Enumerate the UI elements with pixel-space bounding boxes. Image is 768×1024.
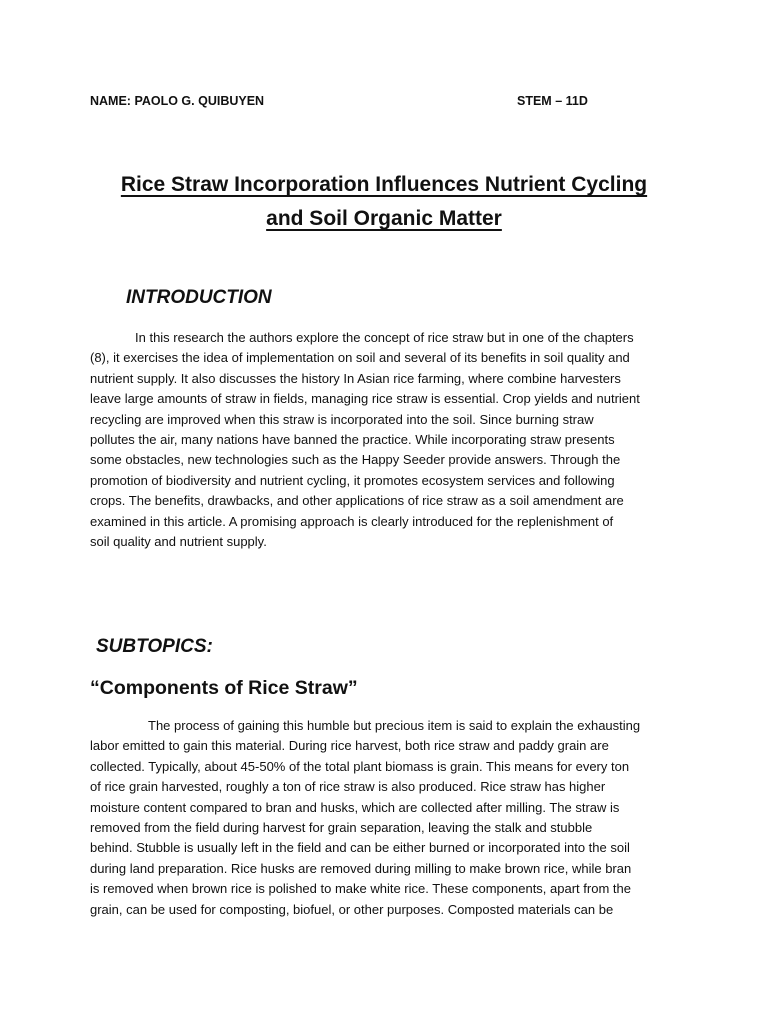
paragraph-line: nutrient supply. It also discusses the history In Asian rice farming, where combine harvesters [90,370,621,386]
paragraph-line: promotion of biodiversity and nutrient cycling, it promotes ecosystem services and following [90,472,615,488]
paragraph-line: The process of gaining this humble but precious item is said to explain the exhausting [148,718,641,733]
paragraph-line: crops. The benefits, drawbacks, and other applications of rice straw as a soil amendment are [90,493,624,509]
paragraph-line: grain, can be used for composting, biofuel, or other purposes. Composted materials can be [90,901,614,917]
student-section: STEM – 11D [517,94,588,108]
document-header [90,94,678,112]
paragraph-line: labor emitted to gain this material. During rice harvest, both rice straw and paddy grain are [90,738,609,754]
introduction-heading: INTRODUCTION [126,287,272,308]
subtopics-heading: SUBTOPICS: [96,636,213,657]
student-name: NAME: PAOLO G. QUIBUYEN [90,94,265,108]
title-line-1: Rice Straw Incorporation Influences Nutrient Cycling [120,173,648,196]
paragraph-line: is removed when brown rice is polished to make white rice. These components, apart from the [90,881,631,897]
paragraph-line: some obstacles, new technologies such as the Happy Seeder provide answers. Through the [90,452,621,468]
paragraph-line: (8), it exercises the idea of implementation on soil and several of its benefits in soil quality and [90,350,630,366]
paragraph-line: behind. Stubble is usually left in the field and can be either burned or incorporated into the soil [90,840,630,856]
title-line-2: and Soil Organic Matter [266,207,502,230]
paragraph-line: examined in this article. A promising approach is clearly introduced for the replenishment of [90,513,614,529]
paragraph-line: collected. Typically, about 45-50% of the total plant biomass is grain. This means for every ton [90,758,630,774]
document-title [60,168,708,236]
paragraph-line: recycling are improved when this straw is incorporated into the soil. Since burning straw [90,411,594,427]
components-paragraph [90,716,680,920]
paragraph-line: In this research the authors explore the concept of rice straw but in one of the chapters [135,330,634,345]
paragraph-line: soil quality and nutrient supply. [90,534,267,550]
paragraph-line: leave large amounts of straw in fields, managing rice straw is essential. Crop yields and nutrient [90,391,640,407]
introduction-paragraph [90,328,680,552]
paragraph-line: of rice grain harvested, roughly a ton of rice straw is also produced. Rice straw has higher [90,779,606,795]
components-heading: “Components of Rice Straw” [90,677,358,699]
paragraph-line: during land preparation. Rice husks are removed during milling to make brown rice, while bran [90,860,632,876]
paragraph-line: removed from the field during harvest for grain separation, leaving the stalk and stubble [90,820,593,836]
paragraph-line: pollutes the air, many nations have banned the practice. While incorporating straw presents [90,432,615,448]
paragraph-line: moisture content compared to bran and husks, which are collected after milling. The straw is [90,799,620,815]
